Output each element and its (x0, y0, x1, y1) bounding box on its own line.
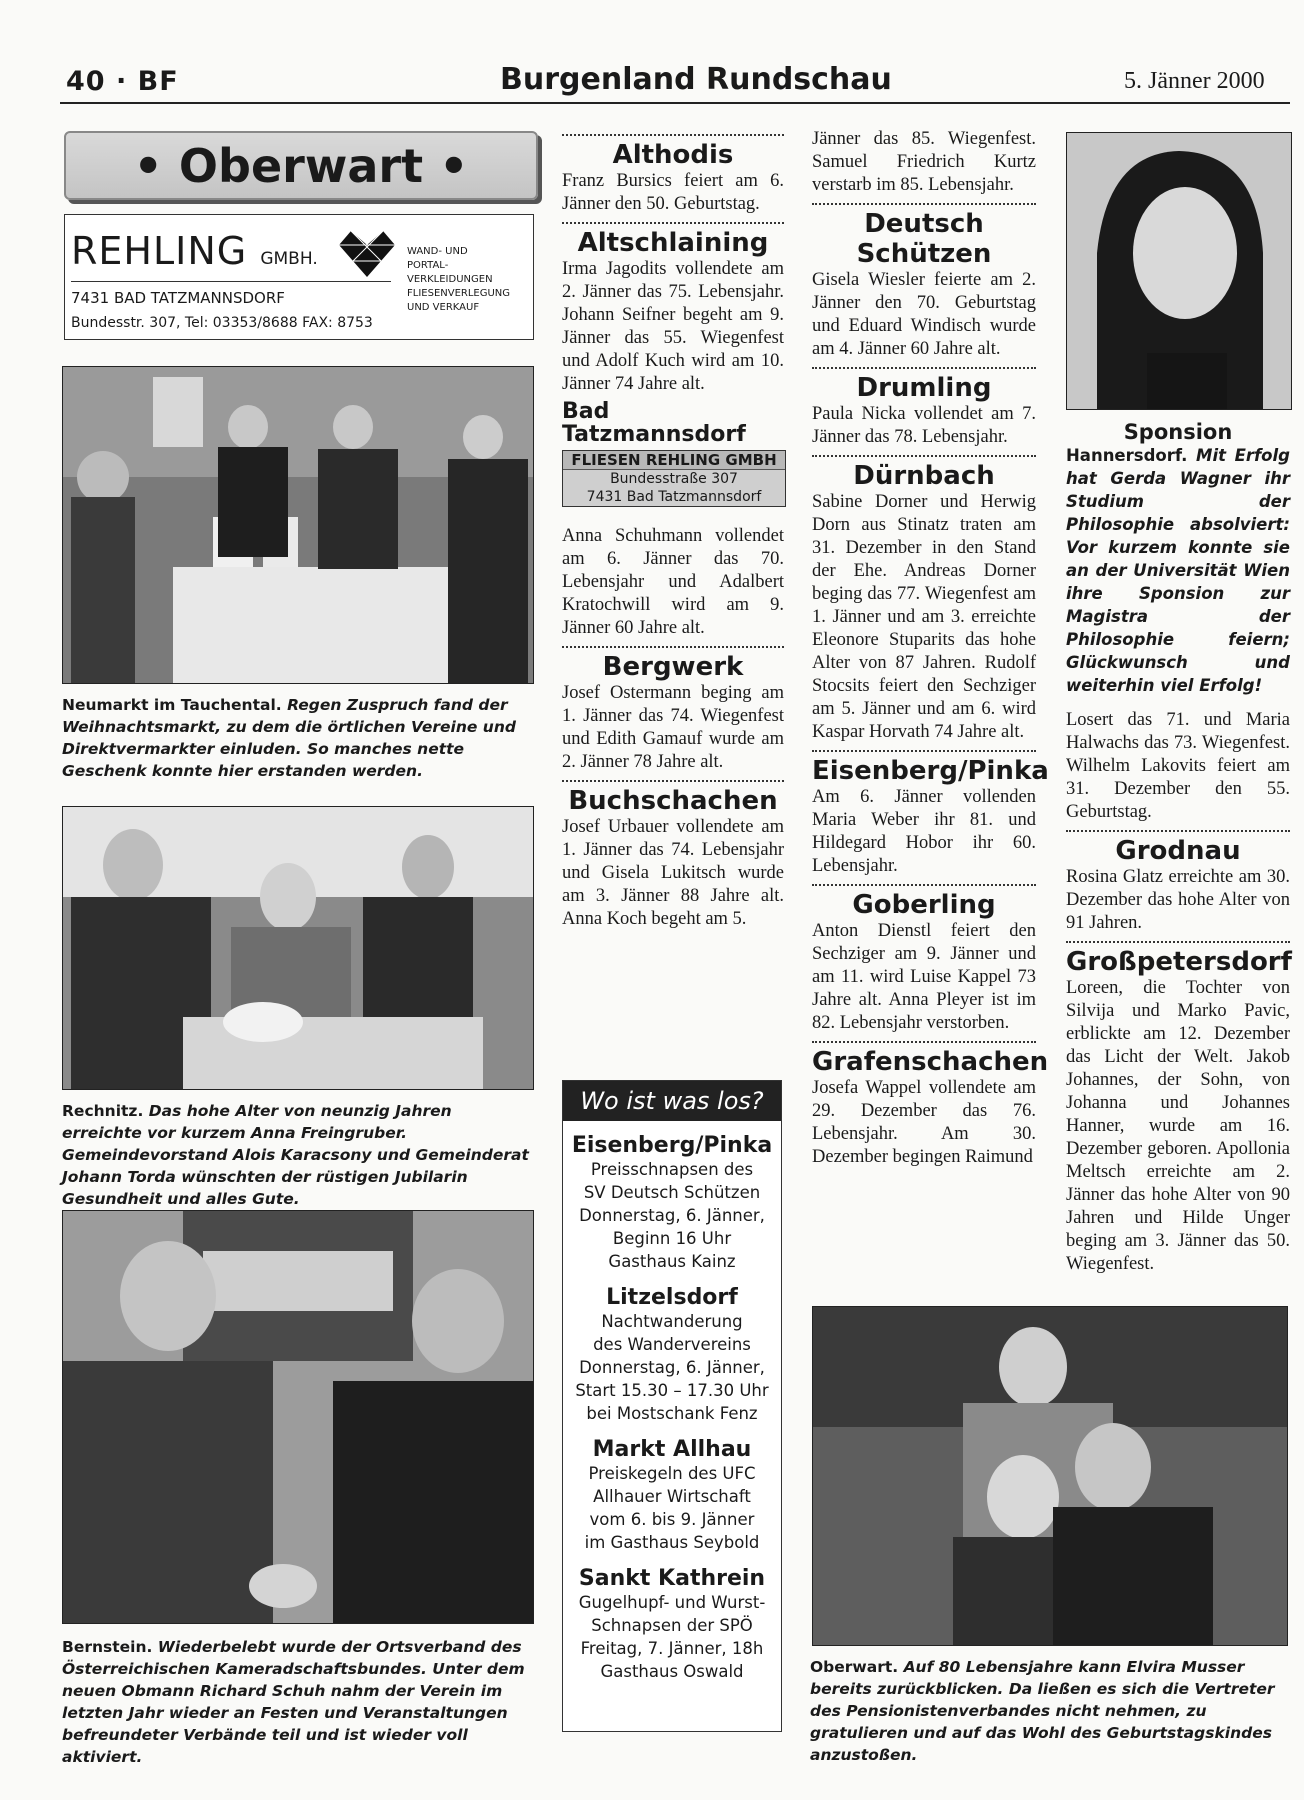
caption-neumarkt: Neumarkt im Tauchental. Regen Zuspruch fand der Weihnachtsmarkt, zu dem die örtlichen Vereine und Direktvermarkter einluden. So manches nette Geschenk konnte hier erstanden werden. (62, 696, 516, 780)
column-4 (1066, 420, 1290, 1276)
heading-grafenschachen: Grafenschachen (812, 1047, 1049, 1077)
fliesen-rehling-ad: FLIESEN REHLING GMBH Bundesstraße 307 7431 Bad Tatzmannsdorf (562, 450, 786, 507)
header-rule (60, 102, 1290, 104)
event-details: Preisschnapsen des SV Deutsch Schützen Donnerstag, 6. Jänner, Beginn 16 Uhr Gasthaus Kainz (579, 1160, 765, 1271)
column-2 (562, 128, 784, 931)
heading-bad-tatzmannsdorf: Bad Tatzmannsdorf (562, 399, 746, 447)
heading-althodis: Althodis (612, 140, 734, 170)
text-altschlaining: Irma Jagodits vollendete am 2. Jänner das 75. Lebensjahr. Johann Seifner begeht am 9. Jänner das 55. Wiegenfest und Adolf Kuch wird am 10. Jänner 74 Jahre alt. (562, 259, 784, 394)
heading-goberling: Goberling (852, 890, 996, 920)
heart-logo-icon (337, 227, 397, 279)
ad-company-name: REHLING GMBH. (71, 229, 318, 273)
dotted-divider (812, 1041, 1036, 1043)
photo-oberwart-birthday (812, 1306, 1288, 1646)
dotted-divider (562, 780, 784, 782)
text-continued: Jänner das 85. Wiegenfest. Samuel Friedrich Kurtz verstarb im 85. Lebensjahr. (812, 129, 1036, 195)
dotted-divider (812, 203, 1036, 205)
heading-duernbach: Dürnbach (853, 461, 995, 491)
photo-gerda-wagner-portrait (1066, 132, 1292, 410)
heading-deutsch-schuetzen: Deutsch Schützen (856, 209, 992, 269)
heading-buchschachen: Buchschachen (568, 786, 778, 816)
dotted-divider (812, 750, 1036, 752)
rehling-advertisement (64, 214, 534, 340)
dotted-divider (562, 646, 784, 648)
ad-contact: Bundesstr. 307, Tel: 03353/8688 FAX: 8753 (71, 315, 373, 331)
dotted-divider (812, 455, 1036, 457)
heading-drumling: Drumling (856, 373, 992, 403)
text-sponsion: Hannersdorf. Mit Erfolg hat Gerda Wagner ihr Studium der Philosophie absolviert: Vor kurzem konnte sie an der Universität Wien ihre Sponsion zur Magistra der Philosophie feiern; Glückwunsch und weiterhin viel Erfolg! (1066, 446, 1290, 695)
dotted-divider (562, 134, 784, 136)
text-bad-tatzmannsdorf: Anna Schuhmann vollendet am 6. Jänner das 70. Lebensjahr und Adalbert Kratochwill wird am 9. Jänner 60 Jahre alt. (562, 526, 784, 638)
text-buchschachen: Josef Urbauer vollendete am 1. Jänner das 74. Lebensjahr und Gisela Lukitsch wurde am 3. Jänner 88 Jahre alt. Anna Koch begeht am 5. (562, 817, 784, 929)
dotted-divider (1066, 830, 1290, 832)
events-box (562, 1080, 782, 1732)
text-bergwerk: Josef Ostermann beging am 1. Jänner das 74. Wiegenfest und Edith Gamauf wurde am 2. Jänner 78 Jahre alt. (562, 683, 784, 772)
caption-rechnitz: Rechnitz. Das hohe Alter von neunzig Jahren erreichte vor kurzem Anna Freingruber. Gemeindevorstand Alois Karacsony und Gemeinderat Johann Torda wünschten der rüstigen Jubilarin Gesundheit und alles Gute. (62, 1102, 529, 1208)
text-duernbach: Sabine Dorner und Herwig Dorn aus Stinatz traten am 31. Dezember in den Stand der Ehe. Andreas Dorner beging das 77. Wiegenfest am 1. Jänner und am 3. erreichte Eleonore Stuparits das hohe Alter von 87 Jahren. Rudolf Stocsits feiert den Sechziger am 5. Jänner und am 6. wird Kaspar Horvath 74 Jahre alt. (812, 492, 1036, 742)
photo-neumarkt-market (62, 366, 534, 684)
text-althodis: Franz Bursics feiert am 6. Jänner den 50. Geburtstag. (562, 171, 784, 214)
event-details: Gugelhupf- und Wurst- Schnapsen der SPÖ Freitag, 7. Jänner, 18h Gasthaus Oswald (578, 1593, 766, 1681)
caption-oberwart: Oberwart. Auf 80 Lebensjahre kann Elvira Musser bereits zurückblicken. Da ließen es sich die Vertreter des Pensionistenverbandes nicht nehmen, zu gratulieren und auf das Wohl des Geburtstagskindes anzustoßen. (810, 1658, 1275, 1764)
heading-grosspetersdorf: Großpetersdorf (1066, 947, 1292, 977)
text-eisenberg: Am 6. Jänner vollenden Maria Weber ihr 81. und Hildegard Hobor ihr 60. Lebensjahr. (812, 787, 1036, 876)
newspaper-title: Burgenland Rundschau (500, 62, 892, 97)
text-grosspetersdorf: Loreen, die Tochter von Silvija und Marko Pavic, erblickte am 12. Dezember das Licht der Welt. Jakob Johannes, der Sohn, von Johanna und Johannes Hanner, wurde am 16. Dezember geboren. Apollonia Meltsch erreichte am 2. Jänner das hohe Alter von 90 Jahren und Hilde Unger beging am 3. Jänner das 50. Wiegenfest. (1066, 978, 1290, 1274)
text-losert: Losert das 71. und Maria Halwachs das 73. Wiegenfest. Wilhelm Lakovits feiert am 31. Dezember den 55. Geburtstag. (1066, 710, 1290, 822)
dotted-divider (812, 884, 1036, 886)
text-goberling: Anton Dienstl feiert den Sechziger am 9. Jänner und am 11. wird Luise Kappel 73 Jahre alt. Anna Pleyer ist im 82. Lebensjahr verstorben. (812, 921, 1036, 1033)
events-title: Wo ist was los? (563, 1081, 781, 1121)
heading-eisenberg: Eisenberg/Pinka (812, 756, 1049, 786)
heading-altschlaining: Altschlaining (577, 228, 769, 258)
photo-rechnitz-birthday (62, 806, 534, 1090)
section-title: • Oberwart • (64, 131, 538, 200)
dotted-divider (562, 222, 784, 224)
caption-bernstein: Bernstein. Wiederbelebt wurde der Ortsverband des Österreichischen Kameradschaftsbundes. Unter dem neuen Obmann Richard Schuh nahm der Verein im letzten Jahr wieder an Festen und Veranstaltungen befreundeter Verbände teil und ist wieder voll aktiviert. (62, 1638, 525, 1766)
text-grodnau: Rosina Glatz erreichte am 30. Dezember das hohe Alter von 91 Jahren. (1066, 867, 1290, 933)
event-title: Markt Allhau (592, 1437, 752, 1462)
text-drumling: Paula Nicka vollendet am 7. Jänner das 78. Lebensjahr. (812, 404, 1036, 447)
issue-date: 5. Jänner 2000 (1124, 68, 1265, 94)
photo-bernstein-handshake (62, 1210, 534, 1624)
text-deutsch-schuetzen: Gisela Wiesler feierte am 2. Jänner den 70. Geburtstag und Eduard Windisch wurde am 4. Jänner 60 Jahre alt. (812, 270, 1036, 359)
event-title: Eisenberg/Pinka (571, 1133, 773, 1158)
ad-address: 7431 BAD TATZMANNSDORF (71, 289, 285, 307)
text-grafenschachen: Josefa Wappel vollendete am 29. Dezember das 76. Lebensjahr. Am 30. Dezember begingen Raimund (812, 1078, 1036, 1167)
ad-divider (71, 281, 391, 282)
heading-sponsion: Sponsion (1123, 420, 1233, 444)
column-3 (812, 128, 1049, 1169)
page-number: 40 · BF (66, 66, 179, 97)
dotted-divider (1066, 941, 1290, 943)
dotted-divider (812, 367, 1036, 369)
heading-bergwerk: Bergwerk (602, 652, 744, 682)
event-details: Nachtwanderung des Wandervereins Donnerstag, 6. Jänner, Start 15.30 – 17.30 Uhr bei Mostschank Fenz (575, 1312, 769, 1423)
heading-grodnau: Grodnau (1115, 836, 1241, 866)
ad-services: WAND- UND PORTAL- VERKLEIDUNGEN FLIESENVERLEGUNG UND VERKAUF (407, 246, 511, 313)
event-details: Preiskegeln des UFC Allhauer Wirtschaft vom 6. bis 9. Jänner im Gasthaus Seybold (584, 1464, 760, 1552)
event-title: Sankt Kathrein (578, 1566, 766, 1591)
event-title: Litzelsdorf (606, 1285, 738, 1310)
